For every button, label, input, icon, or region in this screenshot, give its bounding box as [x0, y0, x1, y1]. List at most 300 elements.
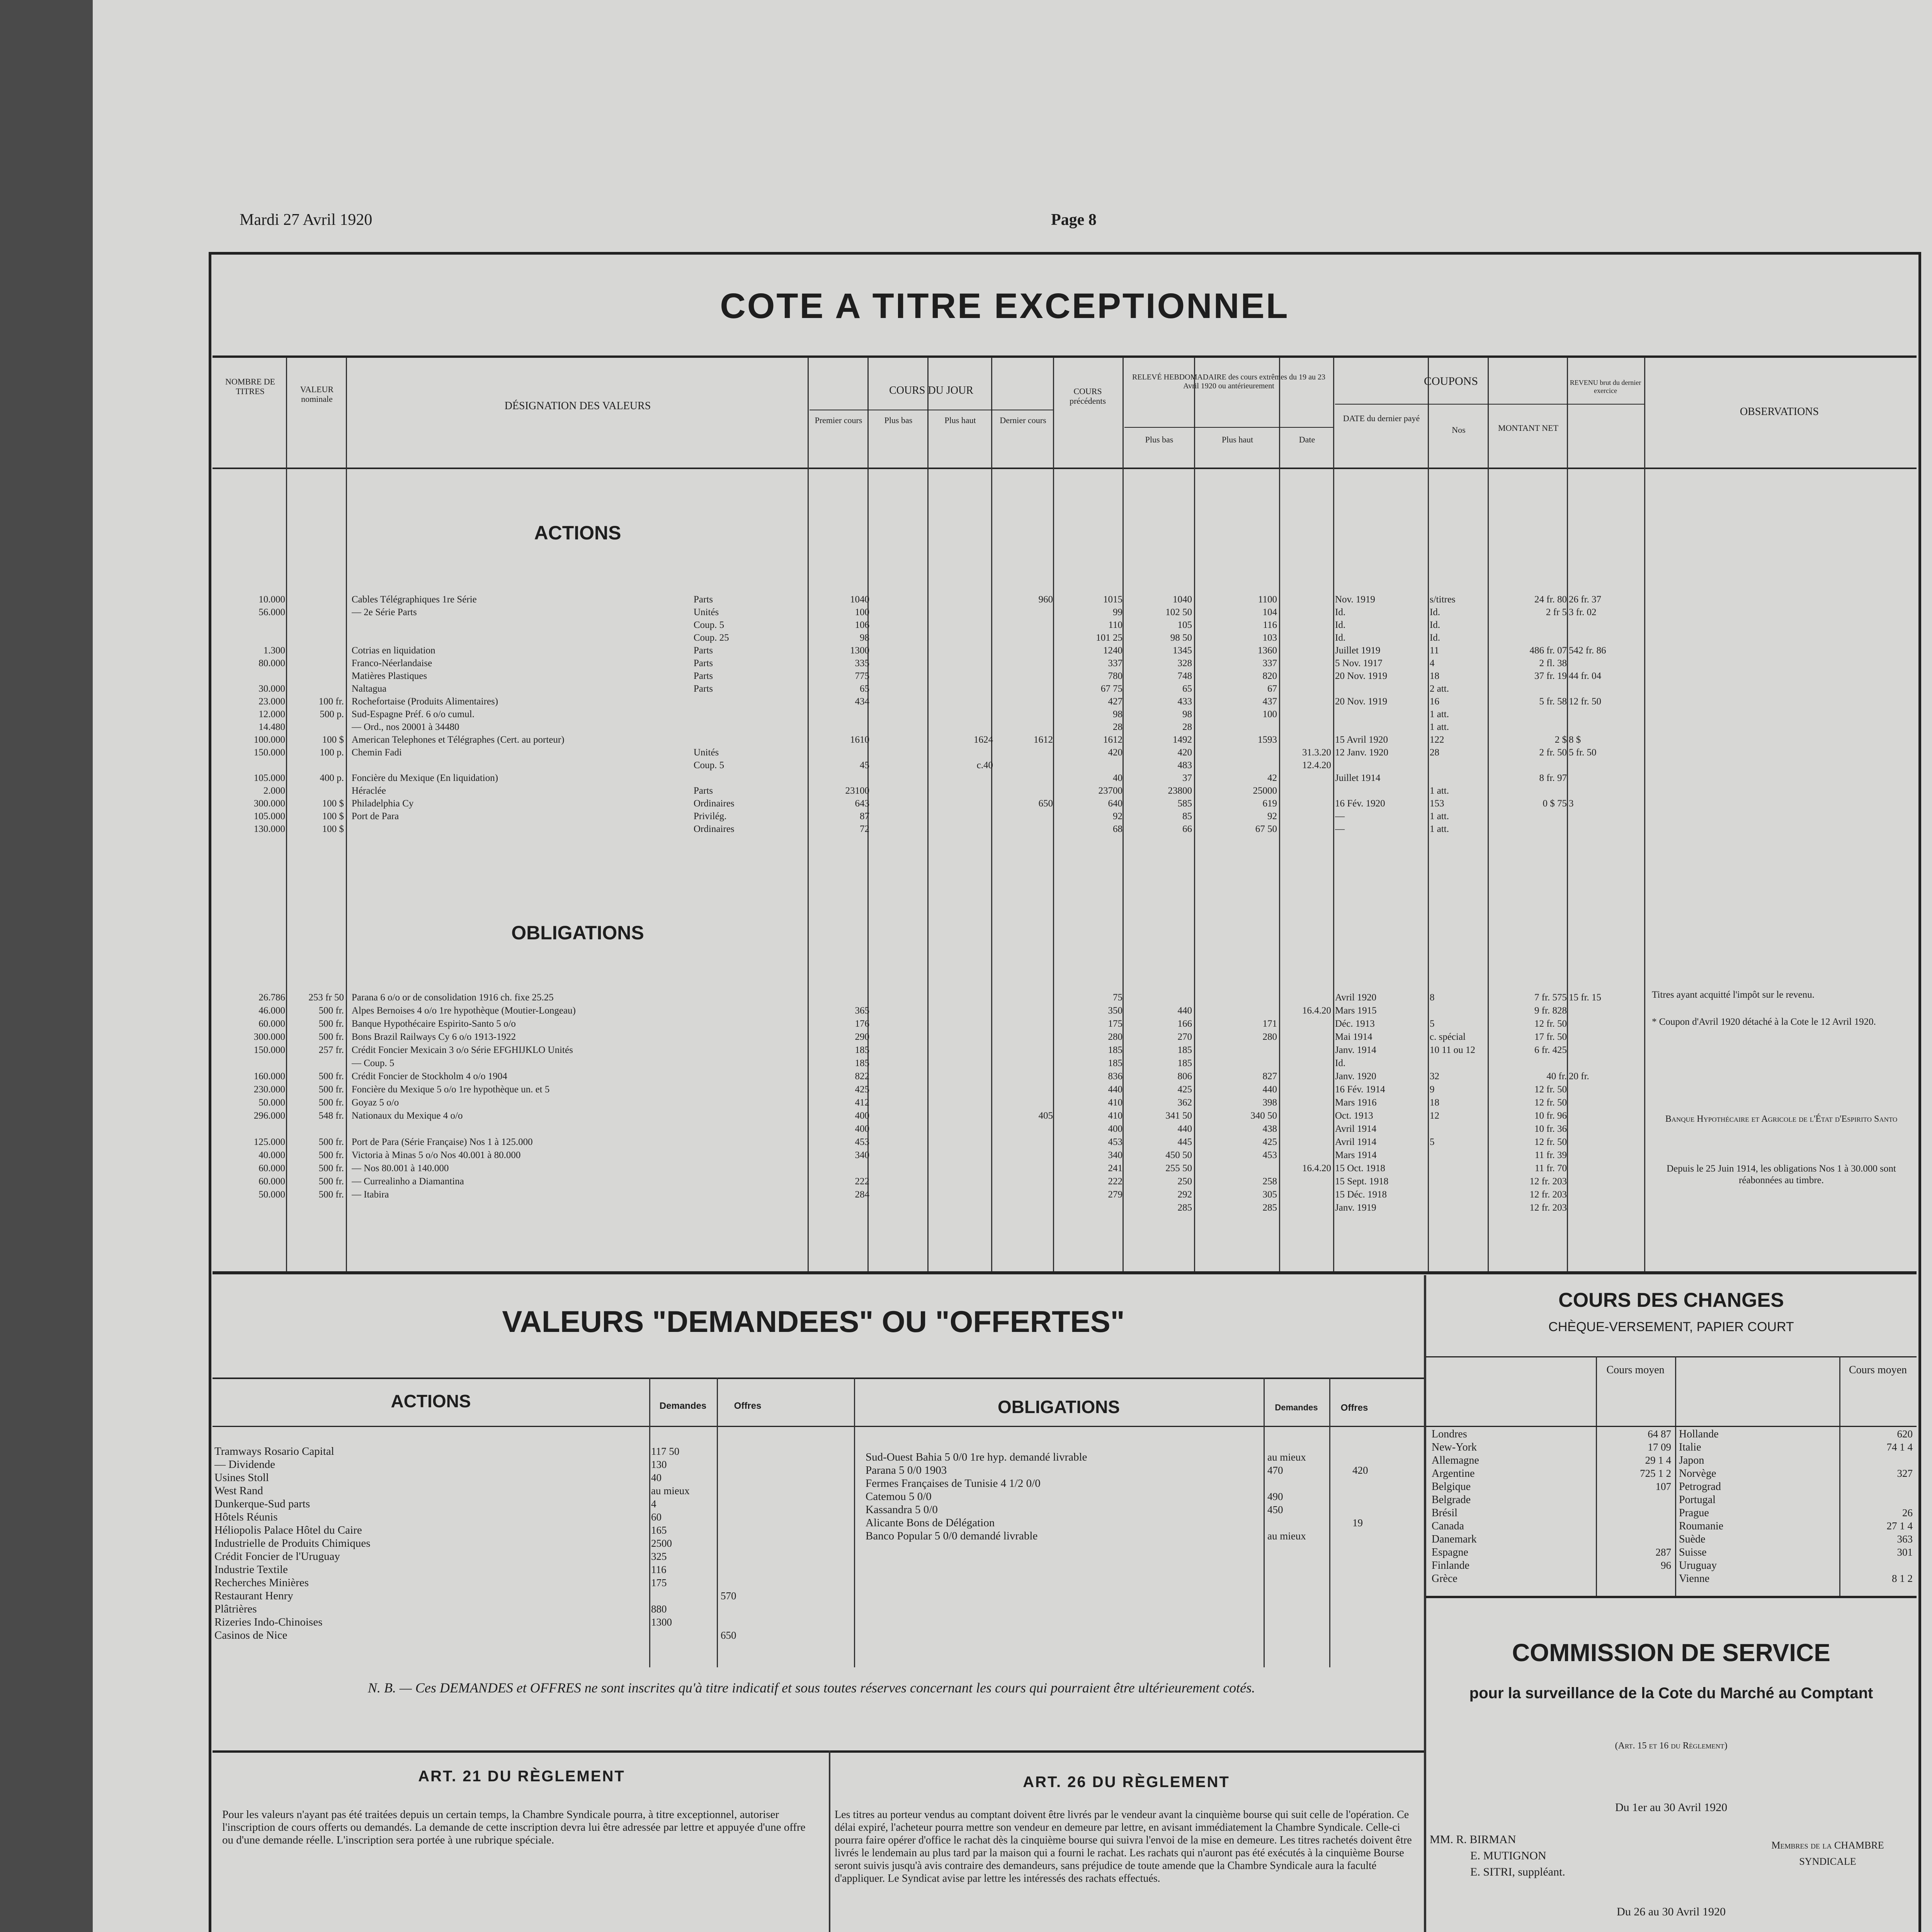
obligations-cell: Nationaux du Mexique 4 o/o [352, 1111, 463, 1121]
change-country: Petrograd [1679, 1481, 1721, 1493]
actions-cell: 104 [1262, 607, 1277, 617]
obligations-cell: 10 fr. 36 [1534, 1124, 1567, 1134]
obligations-cell: 10 11 ou 12 [1430, 1045, 1475, 1055]
obligations-cell: 410 [1108, 1111, 1122, 1121]
commission-arts: (Art. 15 et 16 du Règlement) [1615, 1741, 1728, 1751]
actions-cell: 0 $ 75 [1543, 798, 1567, 809]
actions-cell: Parts [694, 658, 713, 668]
main-title: COTE A TITRE EXCEPTIONNEL [720, 286, 1289, 326]
actions-cell: 4 [1430, 658, 1435, 668]
obligations-cell: 60.000 [259, 1176, 285, 1187]
obligations-cell: 12 fr. 50 [1534, 1084, 1567, 1095]
obligations-cell: 241 [1108, 1163, 1122, 1173]
actions-cell: 775 [855, 671, 869, 681]
valeurs-obligation-name: Kassandra 5 0/0 [866, 1503, 938, 1516]
valeurs-action-name: Recherches Minières [214, 1577, 309, 1589]
change-rate: 287 [1655, 1546, 1671, 1558]
obligations-cell: 425 [1177, 1084, 1192, 1095]
col-releve-haut: Plus haut [1221, 435, 1253, 444]
actions-cell: s/titres [1430, 594, 1456, 605]
actions-cell: — [1335, 824, 1345, 834]
actions-cell: 400 p. [320, 773, 344, 783]
change-country: Allemagne [1432, 1454, 1479, 1466]
valeurs-action-demande: 1300 [651, 1616, 672, 1628]
valeurs-obligations-header: OBLIGATIONS [997, 1397, 1120, 1417]
valeurs-title: VALEURS "DEMANDEES" OU "OFFERTES" [502, 1304, 1125, 1338]
observations-2: * Coupon d'Avril 1920 détaché à la Cote le 12 Avril 1920. [1652, 1017, 1876, 1027]
obligations-cell: Mai 1914 [1335, 1032, 1372, 1042]
obligations-cell: 300.000 [253, 1032, 285, 1042]
col-cours-jour: COURS DU JOUR [889, 384, 973, 396]
actions-cell: Parts [694, 671, 713, 681]
table-gridline [808, 357, 809, 1271]
observations-4: Depuis le 25 Juin 1914, les obligations Nos 1 à 30.000 sont réabonnées au timbre. [1667, 1163, 1896, 1185]
actions-cell: 40 [1113, 773, 1122, 783]
rule [1426, 1596, 1917, 1598]
obligations-cell: 340 50 [1250, 1111, 1277, 1121]
change-rate: 725 1 2 [1640, 1468, 1671, 1479]
rule [1839, 1356, 1840, 1596]
rule [829, 1750, 830, 1932]
actions-cell: 585 [1177, 798, 1192, 809]
obligations-cell: Mars 1914 [1335, 1150, 1377, 1160]
obligations-cell: 17 fr. 50 [1534, 1032, 1567, 1042]
obligations-cell: 222 [1108, 1176, 1122, 1187]
actions-cell: 24 fr. 80 [1534, 594, 1567, 605]
actions-cell: 2 $ [1554, 735, 1567, 745]
obligations-cell: 398 [1262, 1097, 1277, 1108]
obligations-cell: 40 fr. [1546, 1071, 1567, 1082]
actions-cell: Id. [1335, 607, 1346, 617]
actions-cell: Parts [694, 786, 713, 796]
obligations-cell: 440 [1177, 1124, 1192, 1134]
observations-3: Banque Hypothécaire et Agricole de l'État d'Espirito Santo [1665, 1114, 1898, 1124]
valeurs-action-demande: 165 [651, 1524, 667, 1536]
obligations-cell: 15 fr. 15 [1569, 992, 1602, 1003]
actions-cell: 56.000 [259, 607, 285, 617]
actions-cell: 100 [855, 607, 869, 617]
table-gridline [1567, 357, 1568, 1271]
obligations-cell: 270 [1177, 1032, 1192, 1042]
obligations-cell: 12 fr. 50 [1534, 1097, 1567, 1108]
commission-period-1: Du 1er au 30 Avril 1920 [1615, 1801, 1728, 1814]
actions-cell: 85 [1182, 811, 1192, 821]
actions-cell: 105.000 [253, 773, 285, 783]
obligations-cell: Banque Hypothécaire Espirito-Santo 5 o/o [352, 1019, 516, 1029]
actions-cell: 12 Janv. 1920 [1335, 747, 1388, 758]
actions-cell: 100 $ [322, 811, 344, 821]
actions-cell: 23800 [1168, 786, 1192, 796]
actions-cell: 8 fr. 97 [1539, 773, 1567, 783]
obligations-cell: 445 [1177, 1137, 1192, 1147]
valeurs-action-demande: 117 50 [651, 1446, 680, 1457]
actions-cell: 116 [1263, 620, 1277, 630]
actions-cell: 748 [1177, 671, 1192, 681]
valeurs-action-demande: 2500 [651, 1537, 672, 1549]
actions-cell: 105.000 [253, 811, 285, 821]
actions-cell: 26 fr. 37 [1569, 594, 1602, 605]
change-country: Brésil [1432, 1507, 1458, 1519]
obligations-cell: 46.000 [259, 1005, 285, 1016]
col-montant: MONTANT NET [1498, 423, 1559, 433]
actions-cell: 42 [1267, 773, 1277, 783]
obligations-cell: Goyaz 5 o/o [352, 1097, 399, 1108]
col-releve-bas: Plus bas [1145, 435, 1173, 444]
obligations-cell: Crédit Foncier Mexicain 3 o/o Série EFGHIJKLO Unités [352, 1045, 573, 1055]
actions-cell: 28 [1113, 722, 1122, 732]
actions-cell: 2 fl. 38 [1539, 658, 1567, 668]
obligations-cell: 305 [1262, 1189, 1277, 1200]
actions-cell: 130.000 [253, 824, 285, 834]
obligations-cell: 8 [1430, 992, 1435, 1003]
valeurs-obligation-name: Parana 5 0/0 1903 [866, 1464, 947, 1476]
obligations-cell: 440 [1262, 1084, 1277, 1095]
obligations-cell: Janv. 1920 [1335, 1071, 1376, 1082]
actions-cell: Cotrias en liquidation [352, 645, 435, 656]
actions-cell: Privilég. [694, 811, 727, 821]
obligations-cell: 500 fr. [318, 1097, 344, 1108]
actions-cell: 20 Nov. 1919 [1335, 671, 1388, 681]
valeurs-obligation-name: Catemou 5 0/0 [866, 1490, 932, 1503]
obligations-cell: Mars 1916 [1335, 1097, 1377, 1108]
actions-cell: 106 [855, 620, 869, 630]
art21-text: Pour les valeurs n'ayant pas été traitées depuis un certain temps, la Chambre Syndicale pourra, à titre exceptionnel, autoriser l'inscription de cours offerts ou demandés. La demande de cette inscription devra lui être adressée par lettre et appuyée d'une offre ou d'une demande réelle. L'inscription sera portée à une rubrique spéciale. [222, 1808, 806, 1846]
obligations-cell: 12 fr. 203 [1529, 1202, 1567, 1213]
valeurs-action-name: Héliopolis Palace Hôtel du Caire [214, 1524, 362, 1536]
obligations-cell: 16.4.20 [1302, 1163, 1331, 1173]
col-plus-bas: Plus bas [884, 415, 913, 425]
actions-cell: 434 [855, 696, 869, 707]
obligations-cell: 11 fr. 39 [1534, 1150, 1567, 1160]
valeurs-actions-header: ACTIONS [391, 1391, 471, 1411]
actions-cell: 92 [1267, 811, 1277, 821]
actions-cell: 100 $ [322, 798, 344, 809]
actions-cell: 1240 [1103, 645, 1122, 656]
obligations-cell: 20 fr. [1569, 1071, 1589, 1082]
actions-cell: 1 att. [1430, 824, 1449, 834]
rule [213, 1750, 1424, 1753]
rule [213, 468, 1917, 469]
change-country: Londres [1432, 1428, 1467, 1440]
obligations-cell: 412 [855, 1097, 869, 1108]
actions-cell: 1360 [1258, 645, 1277, 656]
actions-cell: 98 50 [1170, 633, 1192, 643]
actions-cell: 37 fr. 19 [1534, 671, 1567, 681]
actions-cell: 18 [1430, 671, 1439, 681]
obligations-cell: 12 fr. 50 [1534, 1137, 1567, 1147]
actions-cell: 427 [1108, 696, 1122, 707]
obligations-cell: 166 [1177, 1019, 1192, 1029]
valeurs-obligation-demande: 470 [1267, 1464, 1283, 1476]
actions-cell: 5 fr. 58 [1539, 696, 1567, 707]
obligations-cell: — Nos 80.001 à 140.000 [352, 1163, 449, 1173]
actions-cell: 1040 [850, 594, 869, 605]
col-releve: RELEVÉ HEBDOMADAIRE des cours extrêmes du 19 au 23 Avril 1920 ou antérieurement [1132, 373, 1325, 390]
commission-member: MM. R. BIRMAN [1430, 1833, 1516, 1846]
actions-cell: 433 [1177, 696, 1192, 707]
valeurs-obligation-name: Fermes Françaises de Tunisie 4 1/2 0/0 [866, 1477, 1041, 1490]
obligations-cell: 822 [855, 1071, 869, 1082]
obligations-cell: 250 [1177, 1176, 1192, 1187]
actions-cell: — 2e Série Parts [352, 607, 417, 617]
valeurs-action-name: Hôtels Réunis [214, 1511, 278, 1523]
actions-cell: 153 [1430, 798, 1444, 809]
actions-cell: 3 fr. 02 [1569, 607, 1597, 617]
actions-cell: Juillet 1919 [1335, 645, 1381, 656]
actions-cell: 23700 [1098, 786, 1122, 796]
actions-cell: 23100 [845, 786, 869, 796]
valeurs-action-demande: 175 [651, 1577, 667, 1588]
obligations-cell: 292 [1177, 1189, 1192, 1200]
table-gridline [346, 357, 347, 1271]
obligations-cell: 400 [855, 1124, 869, 1134]
actions-cell: 11 [1430, 645, 1439, 656]
actions-cell: 960 [1038, 594, 1053, 605]
obligations-cell: 258 [1262, 1176, 1277, 1187]
table-gridline [1644, 357, 1645, 1271]
rule [1264, 1378, 1265, 1667]
change-rate: 327 [1897, 1468, 1913, 1479]
actions-cell: 1624 [974, 735, 993, 745]
actions-cell: 98 [860, 633, 869, 643]
obligations-cell: 12 [1430, 1111, 1439, 1121]
valeurs-obligation-name: Banco Popular 5 0/0 demandé livrable [866, 1530, 1038, 1542]
actions-cell: 28 [1430, 747, 1439, 758]
obligations-cell: 280 [1262, 1032, 1277, 1042]
obligations-cell: 827 [1262, 1071, 1277, 1082]
actions-cell: 2 fr 5 [1546, 607, 1567, 617]
change-country: Prague [1679, 1507, 1709, 1519]
table-gridline [1333, 357, 1334, 1271]
obligations-cell: 75 [1113, 992, 1122, 1003]
actions-cell: 37 [1182, 773, 1192, 783]
obligations-cell: 340 [1108, 1150, 1122, 1160]
actions-cell: Port de Para [352, 811, 399, 821]
actions-cell: 100.000 [253, 735, 285, 745]
actions-cell: Id. [1335, 633, 1346, 643]
actions-cell: 3 [1569, 798, 1574, 809]
actions-cell: Parts [694, 684, 713, 694]
obligations-cell: 425 [1262, 1137, 1277, 1147]
obligations-cell: 175 [1108, 1019, 1122, 1029]
valeurs-action-name: Rizeries Indo-Chinoises [214, 1616, 323, 1628]
col-revenu: REVENU brut du dernier exercice [1570, 379, 1641, 395]
actions-cell: Parts [694, 645, 713, 656]
obligations-cell: 32 [1430, 1071, 1439, 1082]
change-country: Belgrade [1432, 1494, 1471, 1506]
obligations-cell: 257 fr. [318, 1045, 344, 1055]
change-rate: 17 09 [1648, 1441, 1671, 1453]
table-gridline [1053, 357, 1054, 1271]
rule [1426, 1356, 1917, 1357]
table-subrule [1335, 404, 1644, 405]
obligations-cell: Alpes Bernoises 4 o/o 1re hypothèque (Moutier-Longeau) [352, 1005, 576, 1016]
change-country: Norvège [1679, 1468, 1716, 1480]
change-country: Uruguay [1679, 1560, 1717, 1571]
obligations-cell: 176 [855, 1019, 869, 1029]
actions-cell: Franco-Néerlandaise [352, 658, 432, 668]
commission-subtitle: pour la surveillance de la Cote du Marché au Comptant [1469, 1685, 1873, 1702]
obligations-cell: c. spécial [1430, 1032, 1466, 1042]
col-premier: Premier cours [815, 415, 862, 425]
actions-cell: 8 $ [1569, 735, 1581, 745]
change-country: Hollande [1679, 1428, 1719, 1440]
actions-cell: 420 [1108, 747, 1122, 758]
obligations-cell: 548 fr. [318, 1111, 344, 1121]
obligations-cell: 279 [1108, 1189, 1122, 1200]
actions-cell: — [1335, 811, 1345, 821]
observations-1: Titres ayant acquitté l'impôt sur le revenu. [1652, 990, 1815, 1000]
valeurs-action-name: Industrie Textile [214, 1563, 288, 1576]
obligations-cell: Janv. 1919 [1335, 1202, 1376, 1213]
obligations-cell: 341 50 [1165, 1111, 1192, 1121]
actions-cell: Sud-Espagne Préf. 6 o/o cumul. [352, 709, 475, 719]
valeurs-action-demande: 60 [651, 1511, 662, 1523]
change-country: Danemark [1432, 1533, 1477, 1545]
obligations-cell: 9 fr. 828 [1534, 1005, 1567, 1016]
obligations-cell: Victoria à Minas 5 o/o Nos 40.001 à 80.000 [352, 1150, 521, 1160]
change-country: Belgique [1432, 1481, 1471, 1493]
actions-cell: 20 Nov. 1919 [1335, 696, 1388, 707]
col-date-dernier: DATE du dernier payé [1343, 413, 1420, 423]
actions-cell: 619 [1262, 798, 1277, 809]
actions-cell: 25000 [1253, 786, 1277, 796]
col-nombre: NOMBRE DE TITRES [225, 377, 275, 396]
obligations-cell: 440 [1108, 1084, 1122, 1095]
actions-cell: 1040 [1173, 594, 1192, 605]
obligations-cell: 15 Déc. 1918 [1335, 1189, 1387, 1200]
actions-cell: 1100 [1258, 594, 1277, 605]
valeurs-action-demande: 40 [651, 1472, 662, 1483]
actions-cell: 101 25 [1096, 633, 1122, 643]
actions-cell: 1610 [850, 735, 869, 745]
obligations-cell: Avril 1914 [1335, 1124, 1377, 1134]
valeurs-obligation-name: Sud-Ouest Bahia 5 0/0 1re hyp. demandé livrable [866, 1451, 1087, 1463]
actions-cell: Id. [1430, 607, 1440, 617]
obligations-cell: 410 [1108, 1097, 1122, 1108]
valeurs-demandes-header: Demandes [659, 1401, 707, 1411]
actions-cell: 12.4.20 [1302, 760, 1331, 770]
change-country: Japon [1679, 1454, 1704, 1466]
obligations-cell: 400 [855, 1111, 869, 1121]
actions-cell: 150.000 [253, 747, 285, 758]
actions-cell: 486 fr. 07 [1529, 645, 1567, 656]
change-rate: 363 [1897, 1533, 1913, 1545]
obligations-cell: — Coup. 5 [352, 1058, 395, 1068]
obligations-cell: 185 [1108, 1058, 1122, 1068]
commission-role-1: Membres de la CHAMBRE SYNDICALE [1771, 1840, 1884, 1867]
actions-cell: 12 fr. 50 [1569, 696, 1602, 707]
valeurs-action-name: — Dividende [214, 1458, 276, 1471]
obligations-cell: 171 [1262, 1019, 1277, 1029]
change-country: Italie [1679, 1441, 1701, 1453]
actions-cell: Héraclée [352, 786, 386, 796]
actions-cell: 328 [1177, 658, 1192, 668]
obligations-cell: 500 fr. [318, 1176, 344, 1187]
obligations-cell: 425 [855, 1084, 869, 1095]
obligations-cell: 185 [1177, 1045, 1192, 1055]
actions-cell: Naltagua [352, 684, 387, 694]
obligations-cell: 405 [1038, 1111, 1053, 1121]
actions-cell: 28 [1182, 722, 1192, 732]
change-country: Grèce [1432, 1573, 1458, 1585]
obligations-cell: 50.000 [259, 1097, 285, 1108]
col-valeur: VALEUR nominale [300, 384, 334, 404]
obligations-cell: Bons Brazil Railways Cy 6 o/o 1913-1922 [352, 1032, 516, 1042]
actions-cell: 30.000 [259, 684, 285, 694]
obligations-cell: Parana 6 o/o or de consolidation 1916 ch. fixe 25.25 [352, 992, 554, 1003]
obligations-cell: 362 [1177, 1097, 1192, 1108]
actions-cell: 105 [1177, 620, 1192, 630]
actions-cell: 102 50 [1165, 607, 1192, 617]
actions-cell: 16 Fév. 1920 [1335, 798, 1385, 809]
actions-cell: 437 [1262, 696, 1277, 707]
commission-member: E. SITRI, suppléant. [1470, 1866, 1565, 1878]
header-date: Mardi 27 Avril 1920 [240, 211, 372, 229]
obligations-cell: 285 [1177, 1202, 1192, 1213]
actions-cell: Id. [1430, 633, 1440, 643]
obligations-cell: 18 [1430, 1097, 1439, 1108]
obligations-cell: 15 Oct. 1918 [1335, 1163, 1385, 1173]
obligations-cell: Janv. 1914 [1335, 1045, 1376, 1055]
col-cours-prec: COURS précédents [1069, 386, 1106, 406]
actions-cell: c.40 [976, 760, 993, 770]
actions-cell: 99 [1113, 607, 1122, 617]
actions-cell: American Telephones et Télégraphes (Cert. au porteur) [352, 735, 565, 745]
actions-cell: 2.000 [263, 786, 285, 796]
actions-cell: 1 att. [1430, 786, 1449, 796]
valeurs-action-demande: 325 [651, 1551, 667, 1562]
obligations-cell: Port de Para (Série Française) Nos 1 à 125.000 [352, 1137, 533, 1147]
actions-cell: Ordinaires [694, 798, 735, 809]
actions-cell: 72 [860, 824, 869, 834]
col-dernier: Dernier cours [1000, 415, 1046, 425]
obligations-cell: 16 Fév. 1914 [1335, 1084, 1385, 1095]
obligations-cell: 160.000 [253, 1071, 285, 1082]
actions-cell: 1593 [1258, 735, 1277, 745]
valeurs-action-demande: 130 [651, 1459, 667, 1470]
table-gridline [1428, 357, 1429, 1271]
actions-cell: Chemin Fadi [352, 747, 402, 758]
col-observations: OBSERVATIONS [1740, 406, 1819, 418]
rule [1426, 1426, 1917, 1427]
valeurs-action-name: Restaurant Henry [214, 1590, 293, 1602]
valeurs-action-name: Usines Stoll [214, 1471, 269, 1484]
obligations-cell: 12 fr. 50 [1534, 1019, 1567, 1029]
obligations-cell: 60.000 [259, 1019, 285, 1029]
obligations-cell: 806 [1177, 1071, 1192, 1082]
obligations-cell: 16.4.20 [1302, 1005, 1331, 1016]
actions-cell: 15 Avril 1920 [1335, 735, 1388, 745]
obligations-cell: 453 [1262, 1150, 1277, 1160]
change-country: Vienne [1679, 1573, 1710, 1585]
actions-cell: Coup. 5 [694, 620, 724, 630]
valeurs-action-offre: 570 [721, 1590, 736, 1602]
actions-cell: Rochefortaise (Produits Alimentaires) [352, 696, 498, 707]
obligations-cell: 285 [1262, 1202, 1277, 1213]
actions-cell: 100 $ [322, 735, 344, 745]
obligations-cell: 185 [1177, 1058, 1192, 1068]
valeurs-obligation-demande: 450 [1267, 1504, 1283, 1515]
valeurs-offres-header: Offres [734, 1401, 762, 1411]
obligations-cell: 453 [1108, 1137, 1122, 1147]
change-rate: 620 [1897, 1428, 1913, 1440]
actions-cell: Juillet 1914 [1335, 773, 1381, 783]
obligations-cell: 500 fr. [318, 1019, 344, 1029]
obligations-cell: 5 [1430, 1019, 1435, 1029]
obligations-cell: 12 fr. 203 [1529, 1189, 1567, 1200]
rule [213, 1378, 1424, 1379]
